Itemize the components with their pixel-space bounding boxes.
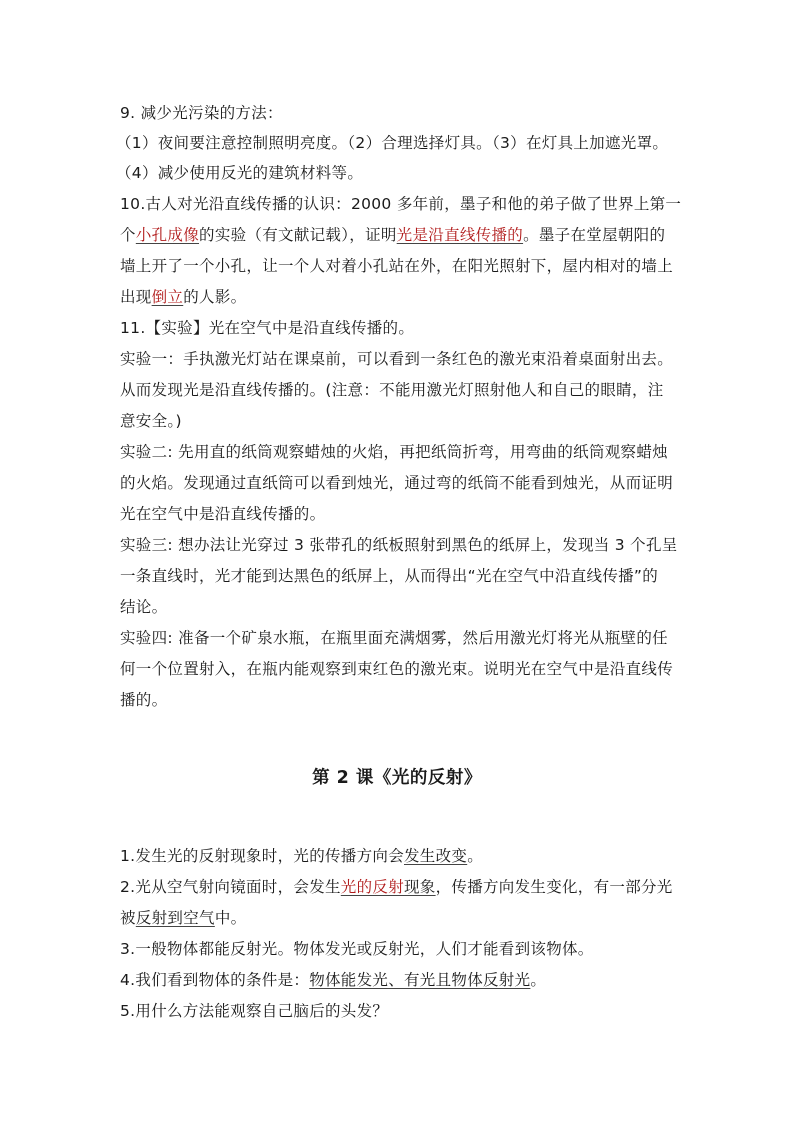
lesson-2-item-2-line1	[120, 877, 673, 897]
text: 2.光从空气射向镜面时，会发生	[120, 878, 341, 896]
keyword-light-straight-line: 光是沿直线传播的	[396, 226, 524, 244]
lesson-2-item-3: 3.一般物体都能反射光。物体发光或反射光，人们才能看到该物体。	[120, 940, 594, 958]
item-10-line3: 墙上开了一个小孔，让一个人对着小孔站在外，在阳光照射下，屋内相对的墙上	[120, 257, 674, 275]
experiment-4-line2: 何一个位置射入，在瓶内能观察到束红色的激光束。说明光在空气中是沿直线传	[120, 660, 674, 678]
lesson-2-item-5: 5.用什么方法能观察自己脑后的头发？	[120, 1002, 389, 1020]
item-11-heading: 11.【实验】光在空气中是沿直线传播的。	[120, 319, 415, 337]
text: 出现	[120, 288, 152, 306]
text: 的人影。	[183, 288, 247, 306]
keyword-pinhole-imaging: 小孔成像	[135, 226, 200, 244]
lesson-2-item-1	[120, 846, 483, 866]
text: 的实验（有文献记载），证明	[199, 226, 397, 244]
text: 1.发生光的反射现象时，光的传播方向会	[120, 847, 404, 865]
experiment-1-line1: 实验一：手执激光灯站在课桌前，可以看到一条红色的激光束沿着桌面射出去。	[120, 350, 674, 368]
experiment-3-line2: 一条直线时，光才能到达黑色的纸屏上，从而得出“光在空气中沿直线传播”的	[120, 567, 659, 585]
item-10-line1: 10.古人对光沿直线传播的认识：2000 多年前，墨子和他的弟子做了世界上第一	[120, 195, 682, 213]
text: 。	[530, 971, 547, 989]
text: 。墨子在堂屋朝阳的	[523, 226, 666, 244]
item-9-methods-line2: （4）减少使用反光的建筑材料等。	[116, 164, 364, 182]
keyword-reflected-to-air: 反射到空气	[135, 909, 215, 927]
text: 个	[120, 226, 136, 244]
keyword-reflection: 光的反射	[340, 878, 404, 896]
experiment-1-line3: 意安全。)	[120, 412, 182, 430]
keyword-phenomenon: 现象	[404, 878, 436, 896]
item-10-line2	[120, 225, 665, 245]
text: 。	[467, 847, 484, 865]
experiment-2-line3: 光在空气中是沿直线传播的。	[120, 505, 326, 523]
lesson-2-item-4	[120, 970, 546, 990]
text: 4.我们看到物体的条件是：	[120, 971, 310, 989]
experiment-3-line1: 实验三: 想办法让光穿过 3 张带孔的纸板照射到黑色的纸屏上，发现当 3 个孔呈	[120, 536, 678, 554]
lesson-2-item-2-line2	[120, 908, 246, 928]
keyword-changes: 发生改变	[404, 847, 468, 865]
item-9-heading: 9. 减少光污染的方法：	[120, 104, 283, 122]
lesson-2-title: 第 2 课《光的反射》	[312, 768, 482, 788]
keyword-seeing-conditions: 物体能发光、有光且物体反射光	[309, 971, 531, 989]
item-9-methods-line1: （1）夜间要注意控制照明亮度。（2）合理选择灯具。（3）在灯具上加遮光罩。	[116, 134, 669, 152]
text: ，传播方向发生变化，有一部分光	[435, 878, 673, 896]
experiment-3-line3: 结论。	[120, 598, 168, 616]
keyword-inverted: 倒立	[151, 288, 184, 306]
item-10-line4	[120, 287, 246, 307]
text: 被	[120, 909, 136, 927]
experiment-2-line1: 实验二: 先用直的纸筒观察蜡烛的火焰，再把纸筒折弯，用弯曲的纸筒观察蜡烛	[120, 443, 668, 461]
text: 中。	[214, 909, 247, 927]
experiment-1-line2: 从而发现光是沿直线传播的。(注意：不能用激光灯照射他人和自己的眼睛，注	[120, 381, 664, 399]
experiment-4-line3: 播的。	[120, 691, 168, 709]
experiment-2-line2: 的火焰。发现通过直纸筒可以看到烛光，通过弯的纸筒不能看到烛光，从而证明	[120, 474, 674, 492]
experiment-4-line1: 实验四: 准备一个矿泉水瓶，在瓶里面充满烟雾，然后用激光灯将光从瓶壁的任	[120, 629, 668, 647]
